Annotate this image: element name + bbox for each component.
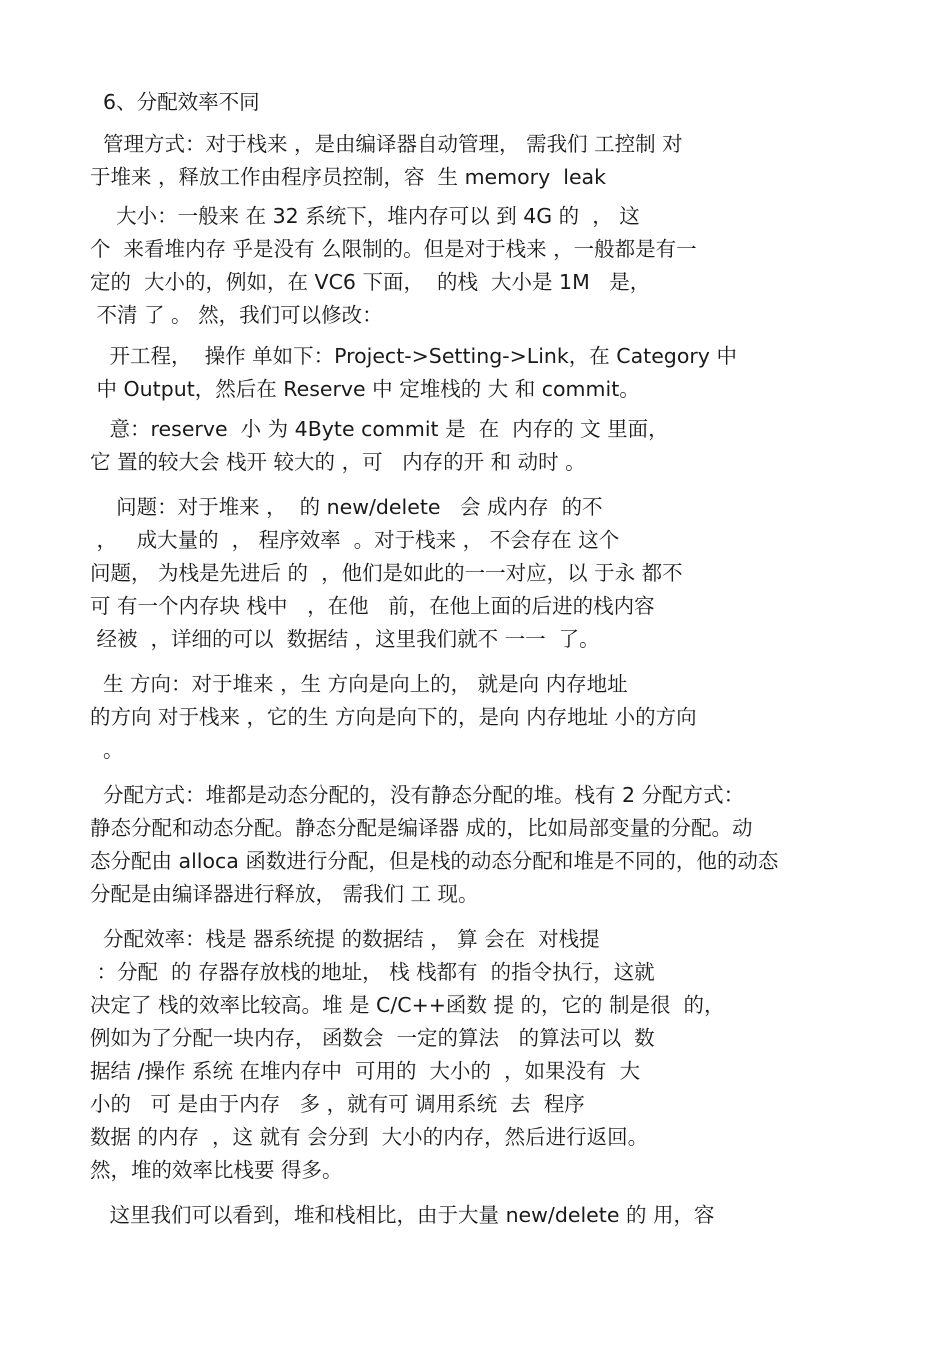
paragraph-allocation-efficiency (90, 923, 860, 1187)
text-line: 分配方式：堆都是动态分配的，没有静态分配的堆。栈有 2 分配方式： (90, 783, 745, 807)
text-line: 。 (90, 738, 124, 762)
text-line: 例如为了分配一块内存， 函数会 一定的算法 的算法可以 数 (90, 1026, 655, 1050)
paragraph-note (90, 413, 860, 479)
paragraph-growth-direction (90, 668, 860, 767)
text-line: 意：reserve 小 为 4Byte commit 是 在 内存的 文 里面， (90, 417, 669, 441)
text-line: 可 有一个内存块 栈中 ，在他 前，在他上面的后进的栈内容 (90, 594, 655, 618)
paragraph-management (90, 128, 860, 194)
text-line: ， 成大量的 ， 程序效率 。对于栈来 ， 不会存在 这个 (90, 528, 620, 552)
text-line: 问题：对于堆来 ， 的 new/delete 会 成内存 的不 (90, 495, 603, 519)
text-line: 个 来看堆内存 乎是没有 么限制的。但是对于栈来 ，一般都是有一 (90, 237, 697, 261)
text-line: 于堆来 ，释放工作由程序员控制，容 生 memory leak (90, 165, 606, 189)
text-line: 分配是由编译器进行释放， 需我们 工 现。 (90, 882, 479, 906)
text-line: 6、分配效率不同 (90, 90, 260, 114)
text-line: 不清 了 。 然，我们可以修改： (90, 303, 383, 327)
text-line: 问题， 为栈是先进后 的 ，他们是如此的一一对应，以 于永 都不 (90, 561, 683, 585)
heading-allocation-efficiency (90, 86, 860, 119)
text-line: 静态分配和动态分配。静态分配是编译器 成的，比如局部变量的分配。动 (90, 816, 753, 840)
text-line: 定的 大小的，例如，在 VC6 下面， 的栈 大小是 1M 是， (90, 270, 651, 294)
paragraph-conclusion (90, 1199, 860, 1232)
paragraph-allocation-method (90, 779, 860, 911)
text-line: 据结 /操作 系统 在堆内存中 可用的 大小的 ，如果没有 大 (90, 1059, 641, 1083)
text-line: 数据 的内存 ，这 就有 会分到 大小的内存，然后进行返回。 (90, 1125, 649, 1149)
paragraph-fragmentation (90, 491, 860, 656)
text-line: 分配效率：栈是 器系统提 的数据结 ， 算 会在 对栈提 (90, 927, 613, 951)
text-line: 经被 ，详细的可以 数据结 ，这里我们就不 一一 了。 (90, 627, 600, 651)
text-line: 生 方向：对于堆来 ，生 方向是向上的， 就是向 内存地址 (90, 672, 641, 696)
text-line: 然，堆的效率比栈要 得多。 (90, 1158, 343, 1182)
text-line: 这里我们可以看到，堆和栈相比，由于大量 new/delete 的 用，容 (90, 1203, 715, 1227)
text-line: 的方向 对于栈来 ，它的生 方向是向下的，是向 内存地址 小的方向 (90, 705, 697, 729)
text-line: 管理方式：对于栈来 ，是由编译器自动管理， 需我们 工控制 对 (90, 132, 683, 156)
text-line: 大小：一般来 在 32 系统下，堆内存可以 到 4G 的 ， 这 (90, 204, 640, 228)
text-line: 小的 可 是由于内存 多 ，就有可 调用系统 去 程序 (90, 1092, 585, 1116)
text-line: 它 置的较大会 栈开 较大的 ，可 内存的开 和 动时 。 (90, 450, 586, 474)
paragraph-size (90, 200, 860, 332)
text-line: 决定了 栈的效率比较高。堆 是 C/C++函数 提 的，它的 制是很 的， (90, 993, 725, 1017)
text-line: ：分配 的 存器存放栈的地址， 栈 栈都有 的指令执行，这就 (90, 960, 655, 984)
document-page (90, 86, 860, 1239)
text-line: 中 Output，然后在 Reserve 中 定堆栈的 大 和 commit。 (90, 377, 640, 401)
paragraph-project-settings (90, 340, 860, 406)
text-line: 态分配由 alloca 函数进行分配，但是栈的动态分配和堆是不同的，他的动态 (90, 849, 779, 873)
text-line: 开工程， 操作 单如下：Project->Setting->Link，在 Category 中 (90, 344, 737, 368)
